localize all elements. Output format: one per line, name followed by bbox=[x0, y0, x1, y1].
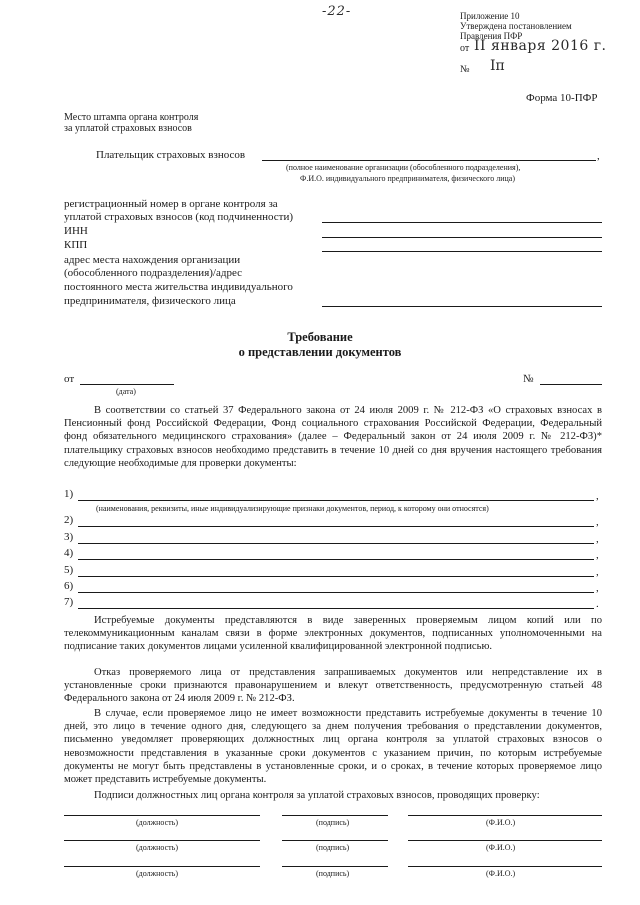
sig2-signature-hint: (подпись) bbox=[316, 843, 350, 852]
paragraph-impossibility: В случае, если проверяемое лицо не имеет возможности представить истребуемые документы в течение 10 дней, это лицо в течение одного дня, следующего за днем получения требования о представлении документов, письменно уведомляет проверяющих должностных лиц органа контроля за уплатой страховых взносов о невозможности представления в указанные сроки документов с указанием причин, по которым истребуемые документы не могут быть представлены в установленные сроки, и о сроках, в течение которых проверяемое лицо может представить истребуемые документы. bbox=[64, 708, 602, 786]
sig1-signature-line[interactable] bbox=[282, 815, 388, 816]
sig3-position-line[interactable] bbox=[64, 866, 260, 867]
doc-item-number-3: 3) bbox=[64, 531, 74, 543]
appendix-date-prefix: от bbox=[460, 43, 470, 54]
doc-item-comma-4: , bbox=[596, 549, 599, 561]
request-number-label: № bbox=[523, 373, 534, 385]
appendix-line1: Приложение 10 bbox=[460, 11, 520, 21]
sig2-signature-line[interactable] bbox=[282, 840, 388, 841]
sig3-signature-hint: (подпись) bbox=[316, 869, 350, 878]
appendix-line2: Утверждена постановлением bbox=[460, 21, 572, 31]
doc-list-hint: (наименования, реквизиты, иные индивидуализирующие признаки документов, период, к которому они относятся) bbox=[96, 504, 489, 513]
address-label-1: адрес места нахождения организации bbox=[64, 254, 241, 266]
doc-item-number-5: 5) bbox=[64, 564, 74, 576]
date-hint: (дата) bbox=[116, 387, 136, 396]
payer-label: Плательщик страховых взносов bbox=[96, 149, 246, 161]
kpp-label: КПП bbox=[64, 239, 88, 251]
sig3-signature-line[interactable] bbox=[282, 866, 388, 867]
appendix-number-value: Iп bbox=[490, 58, 505, 74]
doc-item-number-6: 6) bbox=[64, 580, 74, 592]
doc-item-comma-5: , bbox=[596, 566, 599, 578]
document-title-2: о представлении документов bbox=[238, 345, 402, 359]
paragraph-signatures-intro: Подписи должностных лиц органа контроля за уплатой страховых взносов, проводящих проверку: bbox=[94, 790, 540, 801]
doc-item-comma-6: , bbox=[596, 582, 599, 594]
address-label-3: постоянного места жительства индивидуального bbox=[64, 281, 293, 293]
stamp-place-line1: Место штампа органа контроля bbox=[64, 112, 199, 123]
doc-item-number-1: 1) bbox=[64, 488, 74, 500]
appendix-number-prefix: № bbox=[460, 64, 470, 75]
doc-item-line-3[interactable] bbox=[78, 543, 594, 544]
date-from-label: от bbox=[64, 373, 75, 385]
sig1-signature-hint: (подпись) bbox=[316, 818, 350, 827]
doc-item-number-2: 2) bbox=[64, 514, 74, 526]
reg-number-line[interactable] bbox=[322, 222, 602, 223]
request-number-line[interactable] bbox=[540, 384, 602, 385]
sig3-name-hint: (Ф.И.О.) bbox=[486, 869, 516, 878]
inn-label: ИНН bbox=[64, 225, 88, 237]
doc-item-line-4[interactable] bbox=[78, 559, 594, 560]
sig1-name-hint: (Ф.И.О.) bbox=[486, 818, 516, 827]
sig1-position-line[interactable] bbox=[64, 815, 260, 816]
sig2-position-hint: (должность) bbox=[136, 843, 178, 852]
sig2-position-line[interactable] bbox=[64, 840, 260, 841]
reg-number-label-2: уплатой страховых взносов (код подчиненности) bbox=[64, 211, 294, 223]
sig2-name-hint: (Ф.И.О.) bbox=[486, 843, 516, 852]
address-line[interactable] bbox=[322, 306, 602, 307]
payer-comma: , bbox=[597, 150, 600, 162]
doc-item-number-4: 4) bbox=[64, 547, 74, 559]
kpp-line[interactable] bbox=[322, 251, 602, 252]
sig2-name-line[interactable] bbox=[408, 840, 602, 841]
sig3-name-line[interactable] bbox=[408, 866, 602, 867]
document-title-1: Требование bbox=[287, 330, 353, 344]
paragraph-submission-format: Истребуемые документы представляются в виде заверенных проверяемым лицом копий или по телекоммуникационным каналам связи в форме электронных документов, подписанных уполномоченными на подписание таких документов лицами усиленной квалифицированной электронной подписью. bbox=[64, 615, 602, 653]
appendix-line3: Правления ПФР bbox=[460, 31, 523, 41]
sig1-position-hint: (должность) bbox=[136, 818, 178, 827]
doc-item-line-2[interactable] bbox=[78, 526, 594, 527]
doc-item-line-1[interactable] bbox=[78, 500, 594, 501]
stamp-place-line2: за уплатой страховых взносов bbox=[64, 123, 192, 134]
doc-item-comma-1: , bbox=[596, 490, 599, 502]
payer-line[interactable] bbox=[262, 160, 596, 161]
payer-hint1: (полное наименование организации (обособленного подразделения), bbox=[286, 163, 521, 172]
appendix-date-value: II января 2016 г. bbox=[474, 38, 607, 54]
doc-item-comma-3: , bbox=[596, 533, 599, 545]
reg-number-label-1: регистрационный номер в органе контроля за bbox=[64, 198, 278, 210]
address-label-2: (обособленного подразделения)/адрес bbox=[64, 267, 242, 279]
paragraph-liability: Отказ проверяемого лица от представления запрашиваемых документов или непредставление их в установленные сроки признаются правонарушением и влекут ответственность, предусмотренную статьей 48 Федерального закона от 24 июля 2009 г. № 212-ФЗ. bbox=[64, 667, 602, 705]
page-number: -22- bbox=[322, 4, 352, 19]
doc-item-period-7: . bbox=[596, 598, 599, 610]
form-code: Форма 10-ПФР bbox=[526, 92, 598, 104]
doc-item-line-7[interactable] bbox=[78, 608, 594, 609]
paragraph-legal-basis: В соответствии со статьей 37 Федерального закона от 24 июля 2009 г. № 212-ФЗ «О страховых взносах в Пенсионный фонд Российской Федерации, Фонд социального страхования Российской Федерации, Федеральный фонд обязательного медицинского страхования» (далее – Федеральный закон от 24 июля 2009 г. № 212-ФЗ)* плательщику страховых взносов необходимо представить в течение 10 дней со дня вручения настоящего требования следующие необходимые для проверки документы: bbox=[64, 405, 602, 469]
inn-line[interactable] bbox=[322, 237, 602, 238]
sig1-name-line[interactable] bbox=[408, 815, 602, 816]
sig3-position-hint: (должность) bbox=[136, 869, 178, 878]
doc-item-line-5[interactable] bbox=[78, 576, 594, 577]
doc-item-line-6[interactable] bbox=[78, 592, 594, 593]
payer-hint2: Ф.И.О. индивидуального предпринимателя, физического лица) bbox=[300, 174, 515, 183]
doc-item-comma-2: , bbox=[596, 516, 599, 528]
doc-item-number-7: 7) bbox=[64, 596, 74, 608]
date-line[interactable] bbox=[80, 384, 174, 385]
address-label-4: предпринимателя, физического лица bbox=[64, 295, 236, 307]
